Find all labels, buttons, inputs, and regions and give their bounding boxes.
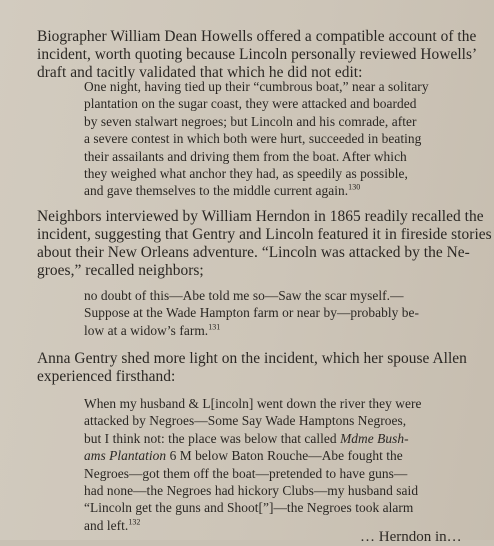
quote-line	[84, 447, 469, 464]
footnote-marker: 132	[128, 517, 141, 527]
footnote-marker: 130	[348, 182, 361, 192]
cut-off-line: … Herndon in…	[360, 529, 462, 545]
quote-text: low at a widow’s farm.	[84, 322, 209, 338]
block-quote-neighbors	[84, 287, 469, 339]
quote-line	[84, 322, 469, 339]
paragraph-gentry	[37, 350, 467, 386]
block-quote-howells	[84, 78, 469, 200]
text-line: experienced firsthand:	[37, 368, 176, 385]
quote-text: and gave themselves to the middle current again.	[84, 183, 349, 199]
quote-line: When my husband & L[incoln] went down the river they were	[84, 396, 422, 411]
text-line: incident, worth quoting because Lincoln personally reviewed Howells’	[37, 46, 478, 63]
footnote-marker: 131	[208, 322, 221, 332]
quote-line: attacked by Negroes—Some Say Wade Hamptons Negroes,	[84, 413, 407, 429]
paragraph-herndon	[37, 208, 492, 280]
paragraph-howells	[37, 28, 478, 82]
quote-line: their assailants and driving them from the boat. After which	[84, 148, 407, 164]
quote-line	[84, 182, 469, 199]
quote-line: “Lincoln get the guns and Shoot[”]—the Negroes took alarm	[84, 500, 414, 516]
quote-line: a severe contest in which both were hurt, succeeded in beating	[84, 131, 422, 147]
italic-place-name: ams Plantation	[84, 448, 167, 464]
quote-text: 6 M below Baton Rouche—Abe fought the	[166, 448, 403, 464]
text-line: incident, suggesting that Gentry and Lincoln featured it in fireside stories	[37, 226, 492, 243]
quote-line: plantation on the sugar coast, they were attacked and boarded	[84, 96, 417, 112]
quote-line: Suppose at the Wade Hampton farm or near by—probably be-	[84, 305, 420, 321]
quote-line	[84, 430, 469, 447]
quote-text: but I think not: the place was below that called	[84, 430, 341, 446]
text-line: Biographer William Dean Howells offered a compatible account of the	[37, 28, 477, 45]
text-line: about their New Orleans adventure. “Lincoln was attacked by the Ne-	[37, 244, 470, 261]
quote-line: Negroes—got them off the boat—pretended to have guns—	[84, 465, 408, 481]
quote-line: One night, having tied up their “cumbrous boat,” near a solitary	[84, 79, 429, 94]
block-quote-gentry	[84, 395, 469, 534]
quote-text: and left.	[84, 517, 129, 533]
italic-place-name: Mdme Bush-	[340, 430, 409, 446]
text-line: Neighbors interviewed by William Herndon in 1865 readily recalled the	[37, 208, 484, 225]
quote-line: no doubt of this—Abe told me so—Saw the scar myself.—	[84, 288, 404, 303]
text-line: groes,” recalled neighbors;	[37, 262, 204, 279]
quote-line: had none—the Negroes had hickory Clubs—my husband said	[84, 483, 419, 499]
quote-line: they weighed what anchor they had, as speedily as possible,	[84, 166, 408, 182]
quote-line: by seven stalwart negroes; but Lincoln and his comrade, after	[84, 113, 417, 129]
text-line: draft and tacitly validated that which he did not edit:	[37, 64, 363, 81]
text-line: Anna Gentry shed more light on the incident, which her spouse Allen	[37, 350, 467, 367]
